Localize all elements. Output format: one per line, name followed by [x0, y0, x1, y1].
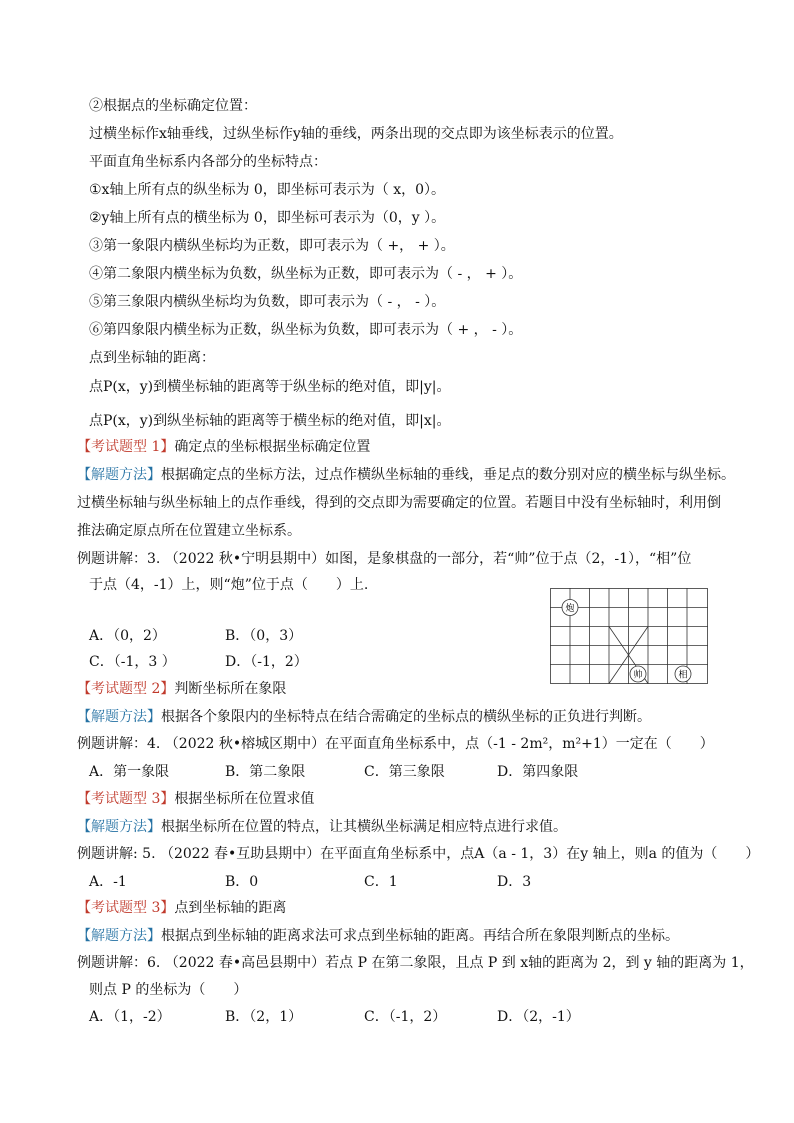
example-question: 例题讲解：4. （2022 秋•榕城区期中）在平面直角坐标系中，点（-1 - 2m²，m²+1）一定在（ ） [77, 736, 714, 752]
option-c[interactable]: C．（-1，2） [364, 1009, 447, 1025]
piece-shuai [630, 666, 646, 682]
text-line: ①x轴上所有点的纵坐标为 0，即坐标可表示为（ x，0）。 [89, 182, 446, 198]
option-b[interactable]: B．（2，1） [225, 1009, 303, 1025]
question-type-heading [77, 790, 314, 808]
option-a[interactable]: A．-1 [89, 874, 127, 890]
example-question-cont: 于点（4，-1）上，则“炮”位于点（ ）上. [89, 577, 369, 593]
type-tag: 【考试题型 1】 [77, 439, 175, 455]
text-line: 平面直角坐标系内各部分的坐标特点： [89, 154, 327, 170]
text-line: 推法确定原点所在位置建立坐标系。 [77, 523, 301, 539]
question-type-heading [77, 680, 286, 698]
option-a[interactable]: A．（1，-2） [89, 1009, 171, 1025]
type-title: 确定点的坐标根据坐标确定位置 [174, 439, 371, 455]
text-line: 点到坐标轴的距离： [89, 350, 215, 366]
option-d[interactable]: D．第四象限 [497, 764, 579, 780]
method-line [77, 818, 567, 836]
example-question: 例题讲解: 5. （2022 春•互助县期中）在平面直角坐标系中，点A（a - 1，3）在y 轴上，则a 的值为（ ） [77, 846, 760, 862]
option-b[interactable]: B．0 [225, 874, 259, 890]
type-title: 点到坐标轴的距离 [174, 900, 287, 916]
text-line: 点P(x，y)到横坐标轴的距离等于纵坐标的绝对值，即|y|。 [89, 379, 451, 395]
method-line [77, 708, 651, 726]
text-line: ③第一象限内横纵坐标均为正数，即可表示为（ +， + ）。 [89, 238, 455, 254]
piece-pao-label: 炮 [565, 604, 575, 614]
option-c[interactable]: C．1 [364, 874, 398, 890]
piece-xiang [675, 666, 691, 682]
piece-pao [562, 600, 578, 616]
option-d[interactable]: D．（-1，2） [225, 654, 308, 670]
option-a[interactable]: A．（0，2） [89, 628, 166, 644]
option-b[interactable]: B．第二象限 [225, 764, 306, 780]
question-type-heading [77, 899, 286, 917]
option-b[interactable]: B．（0，3） [225, 628, 303, 644]
method-tag: 【解题方法】 [77, 928, 161, 944]
option-d[interactable]: D．3 [497, 874, 532, 890]
method-text: 根据各个象限内的坐标特点在结合需确定的坐标点的横纵坐标的正负进行判断。 [161, 709, 651, 725]
chessboard-figure [550, 588, 708, 684]
method-text: 根据确定点的坐标方法，过点作横纵坐标轴的垂线，垂足点的数分别对应的横坐标与纵坐标。 [161, 467, 735, 483]
type-tag: 【考试题型 3】 [77, 900, 175, 916]
option-c[interactable]: C．第三象限 [364, 764, 445, 780]
example-question: 例题讲解：6. （2022 春•高邑县期中）若点 P 在第二象限，且点 P 到 x轴的距离为 2，到 y 轴的距离为 1， [77, 955, 754, 971]
question-type-heading [77, 438, 370, 456]
text-line: 过横坐标作x轴垂线，过纵坐标作y轴的垂线，两条出现的交点即为该坐标表示的位置。 [89, 126, 623, 142]
option-c[interactable]: C．（-1，3 ） [89, 654, 176, 670]
method-tag: 【解题方法】 [77, 467, 161, 483]
method-text: 根据坐标所在位置的特点，让其横纵坐标满足相应特点进行求值。 [161, 819, 567, 835]
type-tag: 【考试题型 3】 [77, 791, 175, 807]
option-a[interactable]: A．第一象限 [89, 764, 170, 780]
method-tag: 【解题方法】 [77, 709, 161, 725]
method-line [77, 927, 679, 945]
text-line: 点P(x，y)到纵坐标轴的距离等于横坐标的绝对值，即|x|。 [89, 413, 451, 429]
type-title: 根据坐标所在位置求值 [174, 791, 315, 807]
example-question-cont: 则点 P 的坐标为（ ） [89, 982, 248, 998]
type-title: 判断坐标所在象限 [174, 681, 287, 697]
option-d[interactable]: D．（2，-1） [497, 1009, 580, 1025]
text-line: ②y轴上所有点的横坐标为 0，即坐标可表示为（0，y ）。 [89, 210, 446, 226]
text-line: ②根据点的坐标确定位置： [89, 98, 257, 114]
text-line: 过横坐标轴与纵坐标轴上的点作垂线，得到的交点即为需要确定的位置。若题目中没有坐标轴时，利用倒 [77, 495, 721, 511]
text-line: ④第二象限内横坐标为负数，纵坐标为正数，即可表示为（ - ， + ）。 [89, 266, 523, 282]
text-line: ⑥第四象限内横坐标为正数，纵坐标为负数，即可表示为（ + ， - ）。 [89, 322, 523, 338]
method-line [77, 466, 735, 484]
method-tag: 【解题方法】 [77, 819, 161, 835]
type-tag: 【考试题型 2】 [77, 681, 175, 697]
piece-shuai-label: 帅 [633, 670, 643, 681]
text-line: ⑤第三象限内横纵坐标均为负数，即可表示为（ - ， - ）。 [89, 294, 446, 310]
piece-xiang-label: 相 [678, 670, 688, 681]
example-question: 例题讲解：3. （2022 秋•宁明县期中）如图，是象棋盘的一部分，若“帅”位于点（2，-1），“相”位 [77, 551, 692, 567]
method-text: 根据点到坐标轴的距离求法可求点到坐标轴的距离。再结合所在象限判断点的坐标。 [161, 928, 679, 944]
